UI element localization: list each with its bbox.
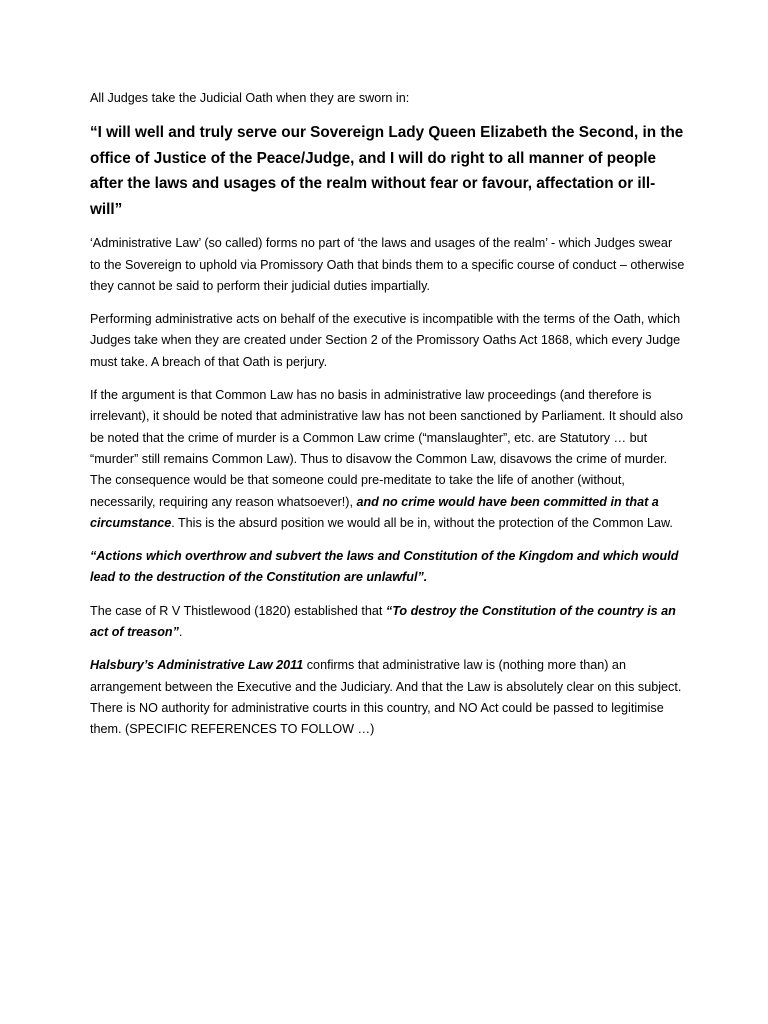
- paragraph-administrative-law: ‘Administrative Law’ (so called) forms no part of ‘the laws and usages of the realm’ - which Judges swear to the Sovereign to uphold via Promissory Oath that binds them to a specific course of conduct – otherwise they cannot be said to perform their judicial duties impartially.: [90, 236, 685, 293]
- common-law-text-end: . This is the absurd position we would all be in, without the protection of the Common Law.: [171, 515, 673, 530]
- thistlewood-text-start: The case of R V Thistlewood (1820) established that: [90, 603, 386, 618]
- thistlewood-text-end: .: [178, 625, 183, 640]
- treason-quote: “To destroy the Constitution of the country is an act of treason”: [90, 603, 676, 640]
- constitution-quote: “Actions which overthrow and subvert the laws and Constitution of the Kingdom and which would lead to the destruction of the Constitution are unlawful”.: [90, 549, 679, 585]
- document-body: [90, 88, 686, 753]
- paragraph-common-law: [90, 385, 686, 534]
- paragraph-thistlewood-case: [90, 601, 686, 644]
- judicial-oath-quote: “I will well and truly serve our Sovereign Lady Queen Elizabeth the Second, in the office of Justice of the Peace/Judge, and I will do right to all manner of people after the laws and usages of the realm without fear or favour, affectation or ill-will”: [90, 124, 684, 218]
- common-law-emphasis: and no crime would have been committed in that a circumstance: [90, 494, 659, 530]
- paragraph-promissory-oaths-act: Performing administrative acts on behalf of the executive is incompatible with the terms of the Oath, which Judges take when they are created under Section 2 of the Promissory Oaths Act 1868, which every Judge must take. A breach of that Oath is perjury.: [90, 312, 681, 369]
- halsbury-title: Halsbury’s Administrative Law 2011: [90, 658, 304, 673]
- common-law-text-start: If the argument is that Common Law has no basis in administrative law proceedings (and therefore is irrelevant), it should be noted that administrative law has not been sanctioned by Parliament. It should also be noted that the crime of murder is a Common Law crime (“manslaughter”, etc. are Statutory … but “murder” still remains Common Law). Thus to disavow the Common Law, disavows the crime of murder. The consequence would be that someone could pre-meditate to take the life of another (without, necessarily, requiring any reason whatsoever!),: [90, 388, 683, 509]
- intro-text: All Judges take the Judicial Oath when they are sworn in:: [90, 91, 410, 105]
- paragraph-halsbury: [90, 655, 686, 740]
- halsbury-text: confirms that administrative law is (nothing more than) an arrangement between the Executive and the Judiciary. And that the Law is absolutely clear on this subject. There is NO authority for administrative courts in this country, and NO Act could be passed to legitimise them. (SPECIFIC REFERENCES TO FOLLOW …): [90, 658, 682, 737]
